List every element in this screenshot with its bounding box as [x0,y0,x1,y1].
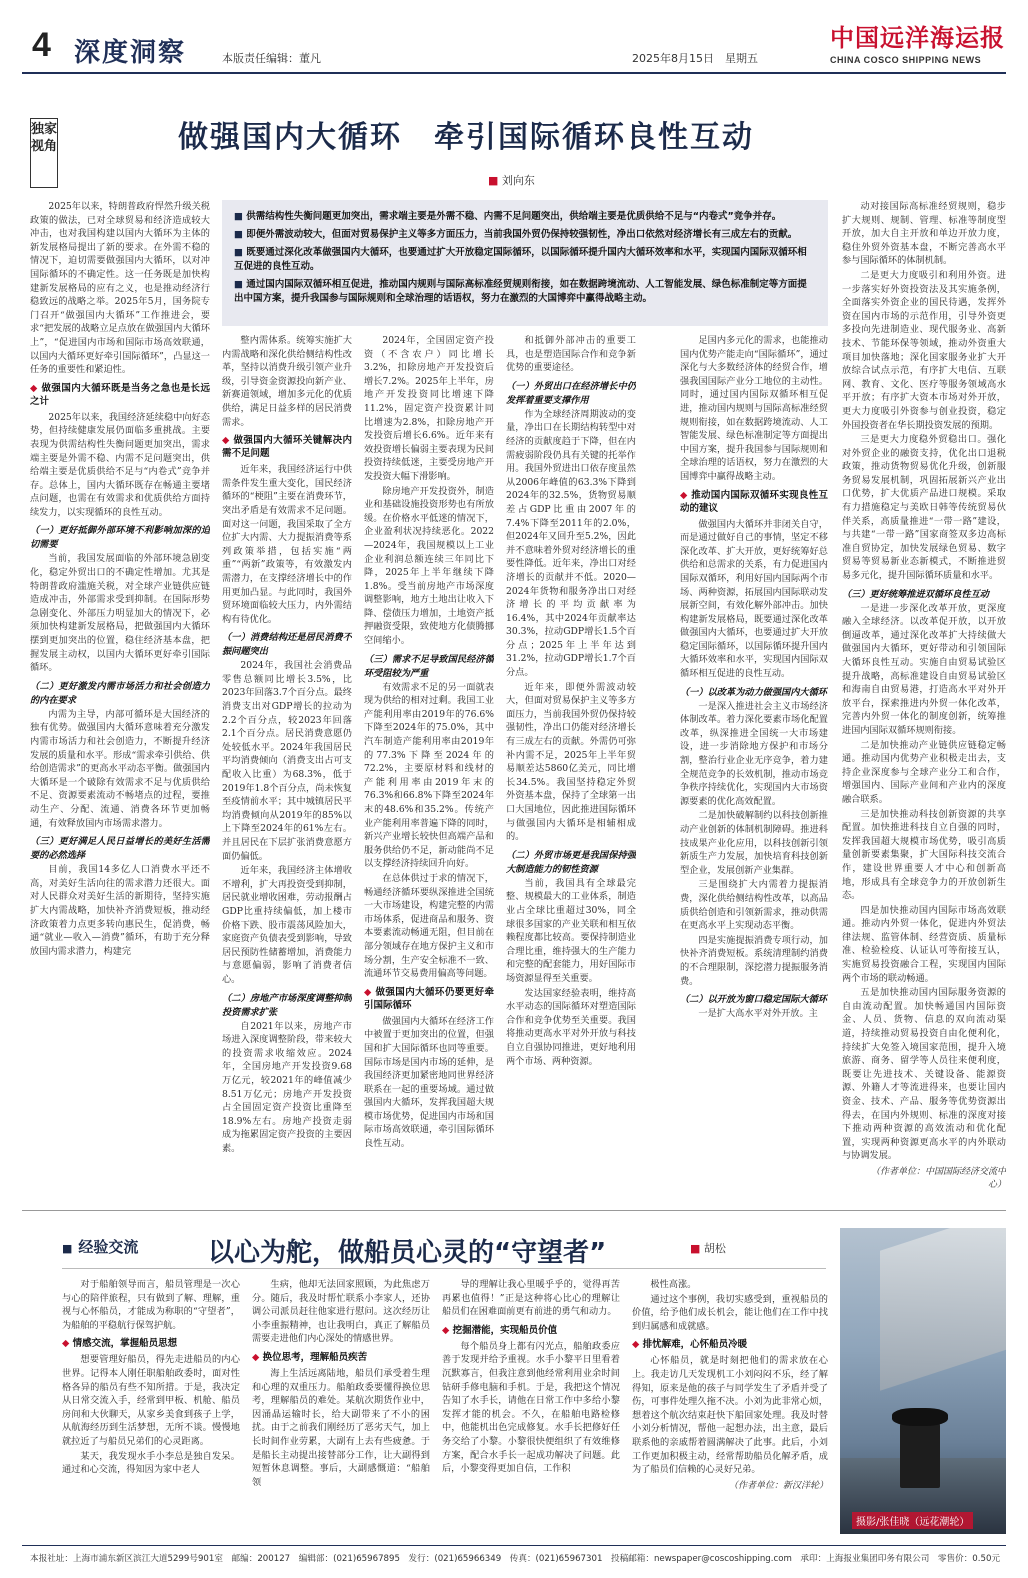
ship-photo [840,1228,1006,1534]
paragraph: 导的理解让我心里暖乎乎的，觉得再苦再累也值得！”正是这种将心比心的理解让船员们在困难面前更有前进的勇气和动力。 [442,1279,620,1318]
paragraph: 作为全球经济周期波动的变量，净出口在长期结构转型中对经济的贡献度趋于下降，但在内需疲弱阶段仍具有关键的托举作用。我国外贸进出口依存度虽然从2006年峰值的63.3%下降到2024年的32.5%，货物贸易顺差占GDP比重由2007年的7.4%下降至2011年的2.0%，但2024年又回升至5.2%，因此并不意味着外贸对经济增长的重要性降低。近年来，净出口对经济增长的贡献并不低。2020—2024年货物和服务净出口对经济增长的平均贡献率为16.4%，其中2024年贡献率达30.3%，拉动GDP增长1.5个百分点；2025年上半年达到31.2%，拉动GDP增长1.7个百分点。 [506,408,636,679]
editor-line: 本版责任编辑：董凡 [222,52,321,65]
newspaper-logo [830,18,1006,68]
byline: ■ 刘向东 [488,172,535,188]
paragraph: 近年来，我国经济运行中供需条件发生重大变化，国民经济循环的“梗阻”主要在消费环节，突出矛盾是有效需求不足问题。面对这一问题，我国采取了全方位扩大内需、大力提振消费等系列政策举措，包括实施“两重”“两新”政策等，有效激发内需潜力，在支撑经济增长中的作用更加凸显。与此同时，我国外贸环境面临较大压力，内外需结构有待优化。 [222,464,352,625]
paragraph: 有效需求不足的另一面就表现为供给的相对过剩。我国工业产能利用率由2019年的76.6%下降至2024年的75.0%，其中汽车制造产能利用率由2019年的77.3%下降至2024年的72.2%，主要原材料和线材的产能利用率由2019年末的76.3%和66.8%下降至2024年末的48.6%和35.2%。传统产业产能利用率普遍下降的同时，新兴产业增长较快但高端产品和服务供给仍不足，新动能尚不足以支撑经济持续回升向好。 [364,681,494,870]
paragraph: 对于船舶领导而言，船员管理是一次心与心的陪伴旅程，只有做到了解、理解，重视与心怀船员，才能成为称职的“守望者”，为船舶的平稳航行保驾护航。 [62,1279,240,1331]
paragraph: 做强国内大循环并非闭关自守，而是通过做好自己的事情，坚定不移深化改革、扩大开放，更好统筹好总供给和总需求的关系，有力促进国内国际双循环，利用好国内国际两个市场、两种资源，拓展国内国际联动发展新空间，有效化解外部冲击。加快构建新发展格局，既要通过深化改革做强国内大循环，也要通过扩大开放稳定国际循环，以国际循环提升国内大循环效率和水平，实现国内国际双循环相互促进的良性互动。 [680,518,828,680]
headline-2: 以心为舵，做船员心灵的“守望者” [208,1238,607,1268]
paragraph: 和抵御外部冲击的重要工具，也是塑造国际合作和竞争新优势的重要途径。 [506,335,636,374]
article2-column-3 [442,1278,620,1542]
section-heading: ◆ 挖掘潜能，实现船员价值 [442,1324,620,1337]
paragraph: 海上生活远离陆地，船员们承受着生理和心理的双重压力。船舶政委要懂得换位思考，理解船员的难处。某航次期货作业中，因涌晶运输时长，给大副带来了不小的困扰。由于之前我们刚经历了恶劣天气，加上长时间作业劳累，大副有上去有些疲惫。于是船长主动提出接替部分工作，让大副得到短暂休息调整。事后，大副感慨道：“船舶领 [252,1367,430,1488]
article-column-6 [842,200,1006,1202]
paragraph: 通过这个事例，我切实感受到，重视船员的价值，给予他们成长机会，能让他们在工作中找到归属感和成就感。 [632,1293,828,1332]
paragraph: 整内需体系。统筹实施扩大内需战略和深化供给侧结构性改革，坚持以消费升级引领产业升级，引导资金资源投向新产业、新赛道领域，增加多元化的优质供给，满足日益多样的居民消费需求。 [222,335,352,428]
article2-column-4 [632,1278,828,1542]
paragraph: 自2021年以来，房地产市场进入深度调整阶段，带来较大的投资需求收缩效应。2024年，全国房地产开发投资9.68万亿元，较2021年的峰值减少8.51万亿元；房地产开发投资占全国固定资产投资比重降至18.9%左右。房地产投资走弱成为拖累固定资产投资的主要因素。 [222,1020,352,1154]
section-title: 深度洞察 [74,38,187,68]
summary-point: ■ 通过国内国际双循环相互促进，推动国内规则与国际高标准经贸规则衔接，如在数据跨境流动、人工智能发展、绿色标准制定等方面提出中国方案，提升我国参与国际规则和全球治理的话语权，努力在激烈的大国博弈中赢得战略主动。 [234,278,816,306]
paragraph: 2024年，我国社会消费品零售总额同比增长3.5%，比2023年回落3.7个百分点。最终消费支出对GDP增长的拉动为2.2个百分点，较2023年回落2.1个百分点。居民消费意愿仍处较低水平。2024年我国居民平均消费倾向（消费支出占可支配收入比重）为68.3%，低于2019年1.8个百分点，尚未恢复至疫情前水平；其中城镇居民平均消费倾向从2019年的85%以上下降至2024年的61%左右。并且居民在下层扩张消费意愿方面仍偏低。 [222,660,352,862]
subheading: （三）更好满足人民日益增长的美好生活需要的必然选择 [30,836,210,862]
summary-point: ■ 即便外需波动较大，但面对贸易保护主义等多方面压力，当前我国外贸仍保持较强韧性，净出口依然对经济增长有三成左右的贡献。 [234,228,816,242]
headline: 做强国内大循环 牵引国际循环良性互动 [178,120,754,155]
section-divider [22,1210,1006,1211]
logo-chinese: 中国远洋海运报 [830,23,1005,52]
author-affiliation: （作者单位：新汉洋轮） [728,1480,828,1491]
byline-2: ■ 胡松 [690,1240,726,1256]
mooring-bollard [900,1418,940,1488]
paragraph: 三是加快推动科技创新资源的共享配置。加快推进科技自立自强的同时，发挥我国超大规模市场优势，吸引高质量创新要素集聚，扩大国际科技交流合作，建设世界重要人才中心和创新高地，形成具有全球竞争力的开放创新生态。 [842,808,1006,902]
paragraph: 2025年以来，我国经济延续稳中向好态势，但持续健康发展仍面临多重挑战。主要表现为供需结构性失衡问题更加突出，需求端主要是外需不稳、内需不足问题突出，供给端主要是优质供给不足与“内卷式”竞争并存。总体上，国内大循环既存在畅通主要堵点问题，也需在有效需求和优质供给方面持续发力，以实现循环的良性互动。 [30,411,210,518]
paragraph: 五是加快推动国内国际服务资源的自由流动配置。加快畅通国内国际资金、人员、货物、信息的双向流动渠道，持续推动贸易投资自由化便利化，持续扩大免签入境国家范围，提升入境旅游、商务、留学等人员往来便利度，既要让先进技术、关键设备、能源资源、外籍人才等流进得来，也要让国内资金、技术、产品、服务等优势资源出得去，在国内外规则、标准的深度对接下推动两种资源的高效流动和优化配置，实现两种资源更高水平的内外联动与协调发展。 [842,987,1006,1162]
paragraph: 极性高涨。 [650,1279,697,1290]
column-tag: 独家视角 [30,118,58,188]
paragraph: 二是加快推动产业链供应链稳定畅通。推动国内优势产业积极走出去，支持企业深度参与全球产业分工和合作，增强国内、国际产业间和产业内的深度融合联系。 [842,739,1006,805]
paragraph: 2024年，全国固定资产投资（不含农户）同比增长3.2%，扣除房地产开发投资后增长7.2%。2025年上半年，房地产开发投资同比增速下降11.2%，固定资产投资累计同比增速为2.8%，扣除房地产开发投资后增长6.6%。近年来有效投资增长偏弱主要表现为民间投资持续低迷，主要受房地产开发投资大幅下滑影响。 [364,335,494,482]
paragraph: 一是深入推进社会主义市场经济体制改革。着力深化要素市场化配置改革，纵深推进全国统一大市场建设，进一步消除地方保护和市场分割，整治行业企业无序竞争，着力建全规范竞争的长效机制，推动市场竞争秩序持续优化，实现国内大市场资源要素的优化高效配置。 [680,700,828,807]
photo-caption: 摄影/张佳晓（远花潮轮） [852,1512,973,1529]
paragraph: 当前，我国具有全球最完整、规模最大的工业体系，制造业占全球比重超过30%，同全球很多国家的产业关联和相互依赖程度都比较高。要保持制造业合理比重，维持强大的生产能力和完整的配套能力，用好国际市场资源显得至关重要。 [506,877,636,984]
paragraph: 近年来，我国经济主体增收不增利，扩大再投资受到抑制，居民就业增收困难，劳动报酬占GDP比重持续偏低，加上楼市价格下跌、股市震荡风险加大，家庭资产负债表受到影响，导致居民预防性储蓄增加，消费能力与意愿偏弱，影响了消费者信心。 [222,865,352,985]
paragraph: 生病，他却无法回家照顾，为此焦虑万分。随后，我及时帮忙联系小李家人，还协调公司派员赶往他家进行慰问。这次经历让小李重振精神，也让我明白，真正了解船员需要走进他们内心深处的情感世界。 [252,1279,430,1345]
subheading: （二）以开放为窗口稳定国际大循环 [680,994,827,1006]
paragraph: 发达国家经验表明，维持高水平动态的国际循环对塑造国际合作和竞争优势至关重要。我国将推动更高水平对外开放与科技自立自强协同推进，更好地利用两个市场、两种资源。 [506,987,636,1067]
section-heading: ◆ 做强国内大循环既是当务之急也是长远之计 [30,382,210,408]
subheading: （二）更好激发内需市场活力和社会创造力的内在要求 [30,680,210,706]
paragraph: 二是加快破解制约以科技创新推动产业创新的体制机制障碍。推进科技成果产业化应用，以科技创新引领新质生产力发展，加快培育科技创新型企业，发展创新产业集群。 [680,810,828,876]
paragraph: 一是扩大高水平对外开放。主 [698,1008,818,1020]
paragraph: 三是更大力度稳外贸稳出口。强化对外贸企业的融资支持，优化出口退税政策，推动货物贸易优化升级，创新服务贸易发展机制，巩固拓展新兴产业出口优势，扩大优质产品进口规模。采取有力措施稳定与美欧日韩等传统贸易伙伴关系，高质量推进“一带一路”建设，与共建“一带一路”国家商签双多边高标准自贸协定，加快发展绿色贸易、数字贸易等贸易新业态新模式，不断推进贸易多元化，提升国际循环质量和水平。 [842,434,1006,582]
subheading: （二）外贸市场更是我国保持强大制造能力的韧性资源 [506,849,636,875]
paragraph: 想要管理好船员，得先走进船员的内心世界。记得本人刚任职船舶政委时，面对性格各异的船员有些不知所措。于是，我决定从日常交流入手，经常到甲板、机舱、船员房间和大伙聊天，从家乡美食到孩子上学，从航海经历到生活梦想，无所不谈。慢慢地就拉近了与船员兄弟们的心灵距离。 [62,1354,240,1447]
paragraph: 内需为主导，内部可循环是大国经济的独有优势。做强国内大循环意味着充分激发内需市场活力和社会创造力，不断提升经济发展的质量和水平。形成“需求牵引供给、供给创造需求”的更高水平动态平衡。做强国内大循环是一个破除有效需求不足与优质供给不足、资源要素流动不畅堵点的过程，要推动生产、分配、流通、消费各环节更加畅通，有效释放国内市场需求潜力。 [30,708,210,829]
article2-column-2 [252,1278,430,1542]
subheading: （一）更好抵御外部环境不利影响加深的迫切需要 [30,525,210,551]
article-column-2 [222,334,352,1202]
paragraph: 四是加快推动国内国际市场高效联通。推动内外贸一体化，促进内外贸法律法规、监管体制、经营资质、质量标准、检验检疫、认证认可等衔接互认，实施贸易投资融合工程，实现国内国际两个市场的联动畅通。 [842,904,1006,984]
paragraph: 当前，我国发展面临的外部环境急剧变化，稳定外贸出口的不确定性增加。尤其是特朗普政府滥施关税，对全球产业链供应链造成冲击，外部需求受到抑制。在国际形势急剧变化、外部压力明显加大的情况下，必须加快构建新发展格局，把做强国内大循环摆到更加突出的位置，稳住经济基本盘，把握发展主动权，以国内大循环更好牵引国际循环。 [30,553,210,674]
title-underline [62,1268,826,1269]
paragraph: 除房地产开发投资外，制造业和基础设施投资形势也有所放缓。在价格水平低迷的情况下，企业盈利状况持续恶化。2022—2024年，我国规模以上工业企业利润总额连续三年同比下降，2025年上半年继续下降1.8%。受当前房地产市场深度调整影响，地方土地出让收入下降、偿债压力增加，土地资产抵押融资受限，致使地方化债腾挪空间缩小。 [364,485,494,647]
paragraph: 2025年以来，特朗普政府悍然升级关税政策的做法，已对全球贸易和经济造成较大冲击，也对我国构建以国内大循环为主体的新发展格局提出了新的要求。在外需不稳的情况下，迫切需要做强国内大循环，以对冲国际循环的不确定性。这一任务既是加快构建新发展格局的应有之义，也是推动经济行稳致远的战略之举。2025年5月，国务院专门召开“做强国内大循环”工作推进会，要求“把发展的战略立足点放在做强国内大循环上”，“促进国内市场和国际市场高效联通，以国内大循环更好牵引国际循环”，凸显这一任务的重要性和紧迫性。 [30,201,210,376]
subheading: （二）房地产市场深度调整抑制投资需求扩张 [222,992,352,1018]
issue-date: 2025年8月15日 星期五 [632,52,758,65]
paragraph: 四是实施提振消费专项行动，加快补齐消费短板。系统清理制约消费的不合理限制，深挖潜力提振服务消费。 [680,934,828,987]
header-rule [22,72,1006,74]
section-heading: ◆ 情感交流，掌握船员思想 [62,1337,240,1350]
paragraph: 在总体供过于求的情况下，畅通经济循环要纵深推进全国统一大市场建设，构建完整的内需市场体系，促进商品和服务、资本要素流动畅通无阻，但目前在部分领域存在地方保护主义和市场分割，生产安全标准不一致、流通环节交易费用偏高等问题。 [364,872,494,980]
summary-point: ■ 既要通过深化改革做强国内大循环，也要通过扩大开放稳定国际循环，以国际循环提升国内大循环效率和水平，实现国内国际双循环相互促进的良性互动。 [234,246,816,274]
column-tag-experience: ■ 经验交流 [62,1236,138,1257]
subheading: （一）外贸出口在经济增长中仍发挥着重要支撑作用 [506,380,636,406]
paragraph: 近年来，即便外需波动较大，但面对贸易保护主义等多方面压力，当前我国外贸仍保持较强韧性，净出口仍能对经济增长有三成左右的贡献。外需仍可弥补内需不足，2025年上半年贸易顺差达5860亿美元，同比增长34.5%。我国坚持稳定外贸外资基本盘，保持了全球第一出口大国地位，因此推进国际循环与做强国内大循环是相辅相成的。 [506,681,636,843]
subheading: （一）以改革为动力做强国内大循环 [680,686,827,698]
paragraph: 三是围绕扩大内需着力提振消费，深化供给侧结构性改革，以高品质供给创造和引领新需求，推动供需在更高水平上实现动态平衡。 [680,879,828,932]
subheading: （一）消费结构还是居民消费不振问题突出 [222,632,352,658]
footer-info: 本报社址：上海市浦东新区滨江大道5299号901室 邮编：200127 编辑部：(021)65967895 发行：(021)65966349 传真：(021)65967301 投稿邮箱：newspaper@coscoshipping.com 承印：上海报业集团印务有限公司 零售价：0.50元 [30,1554,1000,1564]
section-heading: ◆ 做强国内大循环仍要更好牵引国际循环 [364,986,494,1012]
footer-rule [22,1545,1006,1546]
paragraph: 每个船员身上都有闪光点，船舶政委应善于发现并给予重视。水手小黎平日里看着沉默寡言，但我注意到他经常利用业余时间钻研手修电脑和手机。于是，我把这个情况告知了水手长，请他在日常工作中多给小黎发挥才能的机会。不久，在船舶电路检修中，他能机出色完成修复。水手长把修好任务交给了小黎。小黎很快便组织了有效维修方案，配合水手长一起成功解决了问题。此后，小黎变得更加自信，工作积 [442,1340,620,1475]
author-affiliation: （作者单位：中国国际经济交流中心） [870,1166,1006,1190]
paragraph: 某天，我发现水手小李总是独自发呆。通过和心交流，得知因为家中老人 [62,1450,240,1476]
summary-point: ■ 供需结构性失衡问题更加突出，需求端主要是外需不稳、内需不足问题突出，供给端主要是优质供给不足与“内卷式”竞争并存。 [234,210,816,224]
article-column-3 [364,334,494,1202]
paragraph: 心怀船员，就是时刻把他们的需求放在心上。我走访几天发现机工小刘闷闷不乐，经了解得知，原来是他的孩子与同学发生了矛盾并受了伤，可事件处理久拖不决。小刘为此非常心烦，想着这个航次结束赶快下船回家处理。我及时替小刘分析情况，帮他一起想办法，出主意，最后联系他的亲戚帮着圆满解决了此事。此后，小刘工作更加积极主动，经常帮助船员化解矛盾，成为了船员们信赖的心灵好兄弟。 [632,1355,828,1476]
paragraph: 做强国内大循环在经济工作中被置于更加突出的位置，但强国和扩大国际循环也同等重要。国际市场是国内市场的延伸，是我国经济更加紧密地同世界经济联系在一起的重要场域。通过做强国内大循环，发挥我国超大规模市场优势，促进国内市场和国际市场高效联通，牵引国际循环良性互动。 [364,1015,494,1150]
page-number: 4 [32,26,51,64]
article2-column-1 [62,1278,240,1542]
subheading: （三）更好统筹推进双循环良性互动 [842,588,989,600]
paragraph: 二是更大力度吸引和利用外资。进一步落实好外资投资法及其实施条例，全面落实外资企业的国民待遇，发挥外资在国内市场的示范作用，引导外资更多投向先进制造业、现代服务业、高新技术、节能环保等领域，推动外资重大项目加快落地；深化国家服务业扩大开放综合试点示范，有序扩大电信、互联网、教育、文化、医疗等服务领域高水平开放；有序扩大资本市场对外开放，更大力度吸引外资参与创业投资，稳定外国投资者在华长期投资发展的预期。 [842,269,1006,431]
section-heading: ◆ 推动国内国际双循环实现良性互动的建议 [680,489,828,515]
summary-box [222,200,828,326]
masthead [22,8,1006,72]
ship-hull [880,1228,1006,1391]
logo-english: CHINA COSCO SHIPPING NEWS [830,55,982,65]
article-column-1 [30,200,210,1202]
paragraph: 目前，我国14多亿人口消费水平还不高，对美好生活向往的需求潜力还很大。面对人民群众对美好生活的新期待，坚持实施扩大内需战略，加快补齐消费短板，推动经济政策着力点更多转向惠民生，促消费，畅通“就业—收入—消费”循环，有助于充分释放国内需求潜力，构建完 [30,864,210,957]
section-heading: ◆ 换位思考，理解船员疾苦 [252,1351,430,1364]
article-column-4 [506,334,636,1202]
section-heading: ◆ 排忧解难，心怀船员冷暖 [632,1338,828,1351]
section-heading: ◆ 做强国内大循环关键解决内需不足问题 [222,434,352,460]
subheading: （三）需求不足导致国民经济循环受阻较为严重 [364,653,494,679]
paragraph: 足国内多元化的需求，也能推动国内优势产能走向“国际循环”，通过深化与大多数经济体的经贸合作，增强我国国际产业分工地位的主动性。同时，通过国内国际双循环相互促进，推动国内规则与国际高标准经贸规则衔接，如在数据跨境流动、人工智能发展、绿色标准制定等方面提出中国方案，提升我国参与国际规则和全球治理的话语权，努力在激烈的大国博弈中赢得战略主动。 [680,335,828,482]
paragraph: 一是进一步深化改革开放，更深度融入全球经济。以改革促开放，以开放倒逼改革，通过深化改革扩大持续做大做强国内大循环，更好带动和引领国际大循环良性互动。实施自由贸易试验区提升战略，高标准建设自由贸易试验区和海南自由贸易港，打造高水平对外开放平台，探索推进内外贸一体化改革，完善内外贸一体化的制度创新，统筹推进国内国际双循环规则衔接。 [842,602,1006,736]
article-column-5 [680,334,828,1202]
paragraph: 动对接国际高标准经贸规则，稳步扩大规则、规制、管理、标准等制度型开放，加大自主开放和单边开放力度，稳住外贸外资基本盘，不断完善高水平参与国际循环的体制机制。 [842,201,1006,267]
